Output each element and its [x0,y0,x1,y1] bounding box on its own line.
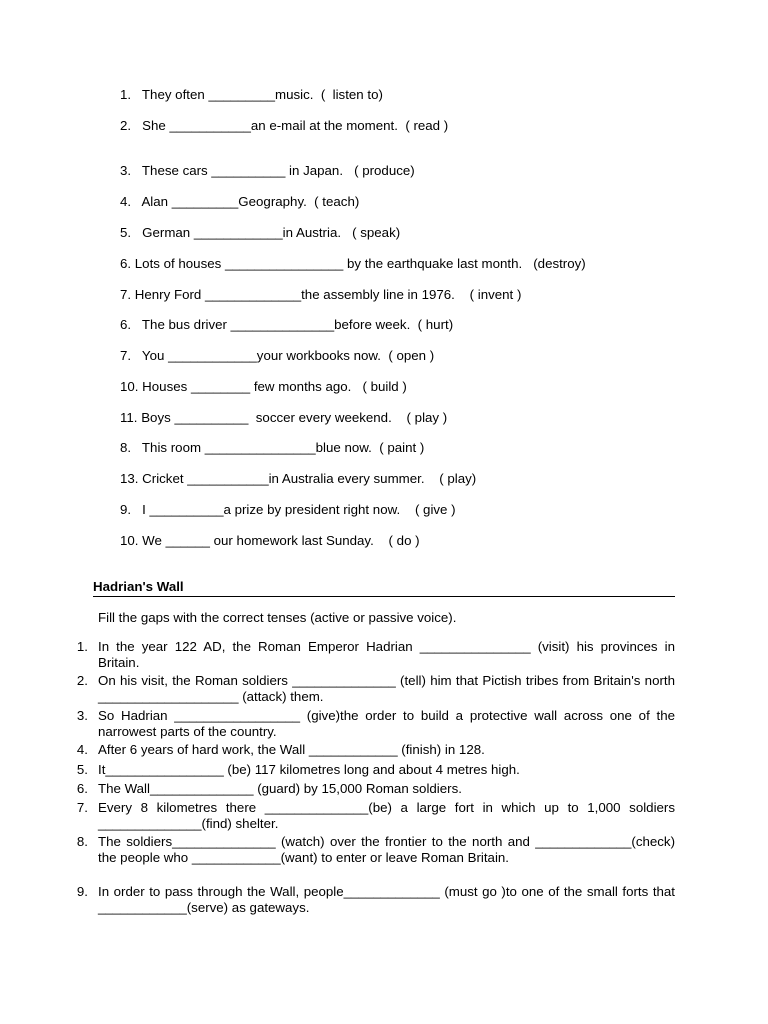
item-number: 2. [76,673,88,688]
item-text: The soldiers______________ (watch) over the frontier to the north and _____________(check) the people who ____________(want) to enter or leave Roman Britain. [98,834,675,865]
item-text: After 6 years of hard work, the Wall ____________ (finish) in 128. [98,742,485,757]
exercise-1-item: 10. We ______ our homework last Sunday. ( do ) [120,533,420,548]
item-number: 8. [76,834,88,849]
exercise-1-item: 7. You ____________your workbooks now. ( open ) [120,348,435,363]
exercise-1-item: 8. This room _______________blue now. ( paint ) [120,440,425,455]
exercise-1-item: 5. German ____________in Austria. ( speak) [120,225,401,240]
item-text: The Wall______________ (guard) by 15,000 Roman soldiers. [98,781,462,796]
item-number: 3. [76,708,88,723]
item-text: On his visit, the Roman soldiers ______________ (tell) him that Pictish tribes from Britain's north ___________________ (attack) them. [98,673,675,704]
exercise-1-item: 9. I __________a prize by president right now. ( give ) [120,502,456,517]
item-number: 6. [76,781,88,796]
item-number: 4. [76,742,88,757]
section-instructions: Fill the gaps with the correct tenses (active or passive voice). [98,610,457,625]
exercise-1-item: 11. Boys __________ soccer every weekend. ( play ) [120,410,448,425]
item-text: So Hadrian _________________ (give)the order to build a protective wall across one of the narrowest parts of the country. [98,708,675,739]
exercise-1-item: 7. Henry Ford _____________the assembly line in 1976. ( invent ) [120,287,522,302]
item-number: 9. [76,884,88,899]
item-text: It________________ (be) 117 kilometres long and about 4 metres high. [98,762,520,777]
item-number: 7. [76,800,88,815]
item-number: 1. [76,639,88,654]
item-text: In the year 122 AD, the Roman Emperor Hadrian _______________ (visit) his provinces in Britain. [98,639,675,670]
item-number: 5. [76,762,88,777]
exercise-1-item: 6. The bus driver ______________before week. ( hurt) [120,317,454,332]
exercise-1-item: 3. These cars __________ in Japan. ( produce) [120,163,415,178]
exercise-1-item: 13. Cricket ___________in Australia every summer. ( play) [120,471,477,486]
item-text: Every 8 kilometres there ______________(be) a large fort in which up to 1,000 soldiers ______________(find) shelter. [98,800,675,831]
exercise-1-item: 2. She ___________an e-mail at the moment. ( read ) [120,118,449,133]
exercise-1-item: 6. Lots of houses ________________ by the earthquake last month. (destroy) [120,256,586,271]
exercise-1-item: 10. Houses ________ few months ago. ( build ) [120,379,407,394]
item-text: In order to pass through the Wall, people_____________ (must go )to one of the small forts that ____________(serve) as gateways. [98,884,675,915]
exercise-1-item: 1. They often _________music. ( listen to) [120,87,383,102]
section-heading: Hadrian's Wall [93,579,675,597]
exercise-1-item: 4. Alan _________Geography. ( teach) [120,194,360,209]
